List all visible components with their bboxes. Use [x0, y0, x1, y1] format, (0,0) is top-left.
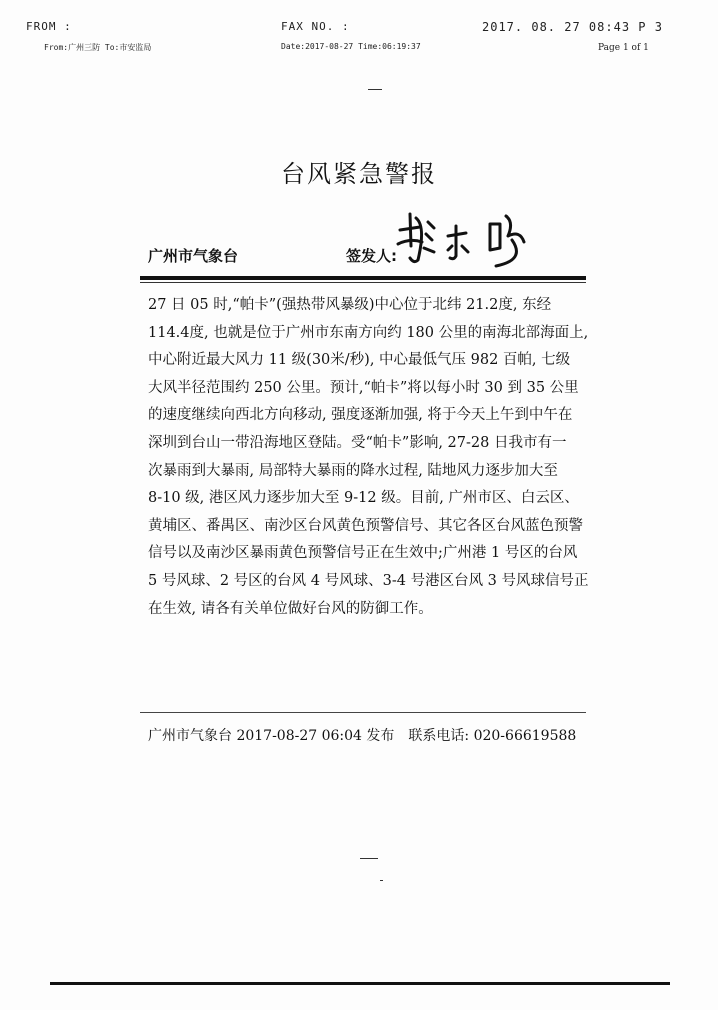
body-line: 信号以及南沙区暴雨黄色预警信号正在生效中;广州港 1 号区的台风 [148, 545, 578, 562]
body-line: 深圳到台山一带沿海地区登陆。受“帕卡”影响, 27-28 日我市有一 [148, 434, 567, 451]
body-line: 114.4度, 也就是位于广州市东南方向约 180 公里的南海北部海面上, [148, 324, 589, 341]
body-line: 大风半径范围约 250 公里。预计,“帕卡”将以每小时 30 到 35 公里 [148, 379, 579, 396]
fax-route: From:广州三防 To:市安监局 [44, 43, 152, 52]
fax-sent-stamp: Date:2017-08-27 Time:06:19:37 [281, 42, 421, 51]
contact-phone: 联系电话: 020-66619588 [408, 728, 577, 744]
body-line: 27 日 05 时,“帕卡”(强热带风暴级)中心位于北纬 21.2度, 东经 [148, 297, 552, 313]
body-line: 中心附近最大风力 11 级(30米/秒), 中心最低气压 982 百帕, 七级 [148, 352, 571, 369]
handwritten-signature [390, 200, 540, 270]
scan-speck [380, 880, 383, 881]
body-line: 次暴雨到大暴雨, 局部特大暴雨的降水过程, 陆地风力逐步加大至 [148, 462, 558, 479]
body-line: 在生效, 请各有关单位做好台风的防御工作。 [148, 600, 433, 617]
footer-rule [140, 712, 586, 713]
body-line: 黄埔区、番禺区、南沙区台风黄色预警信号、其它各区台风蓝色预警 [148, 517, 583, 534]
document-title: 台风紧急警报 [281, 160, 437, 188]
fax-datetime: 2017. 08. 27 08:43 P 3 [482, 20, 663, 34]
body-line: 5 号风球、2 号区的台风 4 号风球、3-4 号港区台风 3 号风球信号正 [148, 572, 589, 589]
issuer: 广州市气象台 [148, 247, 239, 265]
footer-line [148, 725, 576, 745]
body-line: 的速度继续向西北方向移动, 强度逐渐加强, 将于今天上午到中午在 [148, 407, 573, 424]
fax-from-label: FROM : [26, 20, 72, 33]
header-rule [140, 276, 586, 280]
scan-speck [360, 858, 378, 859]
signer-label: 签发人: [346, 247, 397, 265]
warning-body [148, 292, 588, 623]
body-line: 8-10 级, 港区风力逐步加大至 9-12 级。目前, 广州市区、白云区、 [148, 490, 579, 507]
fax-number-label: FAX NO. : [281, 20, 350, 33]
fax-page-count: Page 1 of 1 [598, 43, 649, 53]
issue-info: 广州市气象台 2017-08-27 06:04 发布 [148, 728, 395, 744]
page-bottom-rule [50, 982, 670, 985]
header-rule-thin [140, 282, 586, 283]
scan-speck [368, 89, 382, 90]
